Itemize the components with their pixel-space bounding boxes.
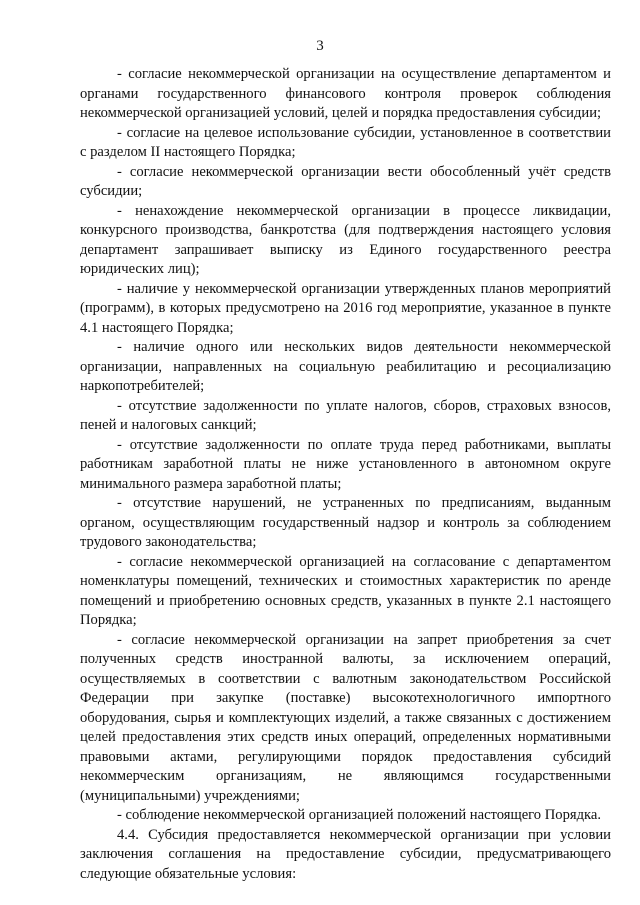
condition-currency-ban: - согласие некоммерческой организации на запрет приобретения за счет полученных средств иностранной валюты, за исключением операций, осуществляемых в соответствии с валютным законодательством Российской Федерации при закупке (поставке) высокотехнологичного импортного оборудования, сырья и комплектующих изделий, а также связанных с достижением целей предоставления этих средств иных операций, определенных нормативными правовыми актами, регулирующими порядок предоставления субсидий некоммерческим организациям, не являющимся государственными (муниципальными) учреждениями;: [80, 631, 611, 804]
document-body: [80, 65, 611, 884]
condition-no-tax-debt: - отсутствие задолженности по уплате налогов, сборов, страховых взносов, пеней и налоговых санкций;: [80, 397, 611, 433]
condition-order-compliance: - соблюдение некоммерческой организацией положений настоящего Порядка.: [117, 807, 602, 823]
condition-premises-approval: - согласие некоммерческой организацией на согласование с департаментом номенклатуры помещений, технических и стоимостных характеристик по аренде помещений и приобретению основных средств, указанных в пункте 2.1 настоящего Порядка;: [80, 553, 611, 628]
page-number: 3: [316, 38, 324, 54]
condition-no-labor-violations: - отсутствие нарушений, не устраненных по предписаниям, выданным органом, осуществляющим государственный надзор и контроль за соблюдением трудового законодательства;: [80, 495, 611, 550]
condition-approved-plans: - наличие у некоммерческой организации утвержденных планов мероприятий (программ), в которых предусмотрено на 2016 год мероприятие, указанное в пункте 4.1 настоящего Порядка;: [80, 280, 611, 336]
condition-activity-types: - наличие одного или нескольких видов деятельности некоммерческой организации, направленных на социальную реабилитацию и ресоциализацию наркопотребителей;: [80, 339, 611, 394]
condition-target-use-consent: - согласие на целевое использование субсидии, установленное в соответствии с разделом II настоящего Порядка;: [80, 124, 611, 160]
condition-audit-consent: - согласие некоммерческой организации на осуществление департаментом и органами государственного финансового контроля проверок соблюдения некоммерческой организацией условий, целей и порядка предоставления субсидии;: [80, 66, 611, 121]
section-4-4-paragraph: 4.4. Субсидия предоставляется некоммерческой организации при условии заключения соглашения на предоставление субсидии, предусматривающего следующие обязательные условия:: [80, 826, 611, 882]
condition-no-wage-debt: - отсутствие задолженности по оплате труда перед работниками, выплаты работникам заработной платы не ниже установленного в автономном округе минимального размера заработной платы;: [80, 436, 611, 492]
condition-no-liquidation: - ненахождение некоммерческой организации в процессе ликвидации, конкурсного производства, банкротства (для подтверждения настоящего условия департамент запрашивает выписку из Единого государственного реестра юридических лиц);: [80, 202, 611, 277]
condition-separate-accounting: - согласие некоммерческой организации вести обособленный учёт средств субсидии;: [80, 163, 611, 199]
